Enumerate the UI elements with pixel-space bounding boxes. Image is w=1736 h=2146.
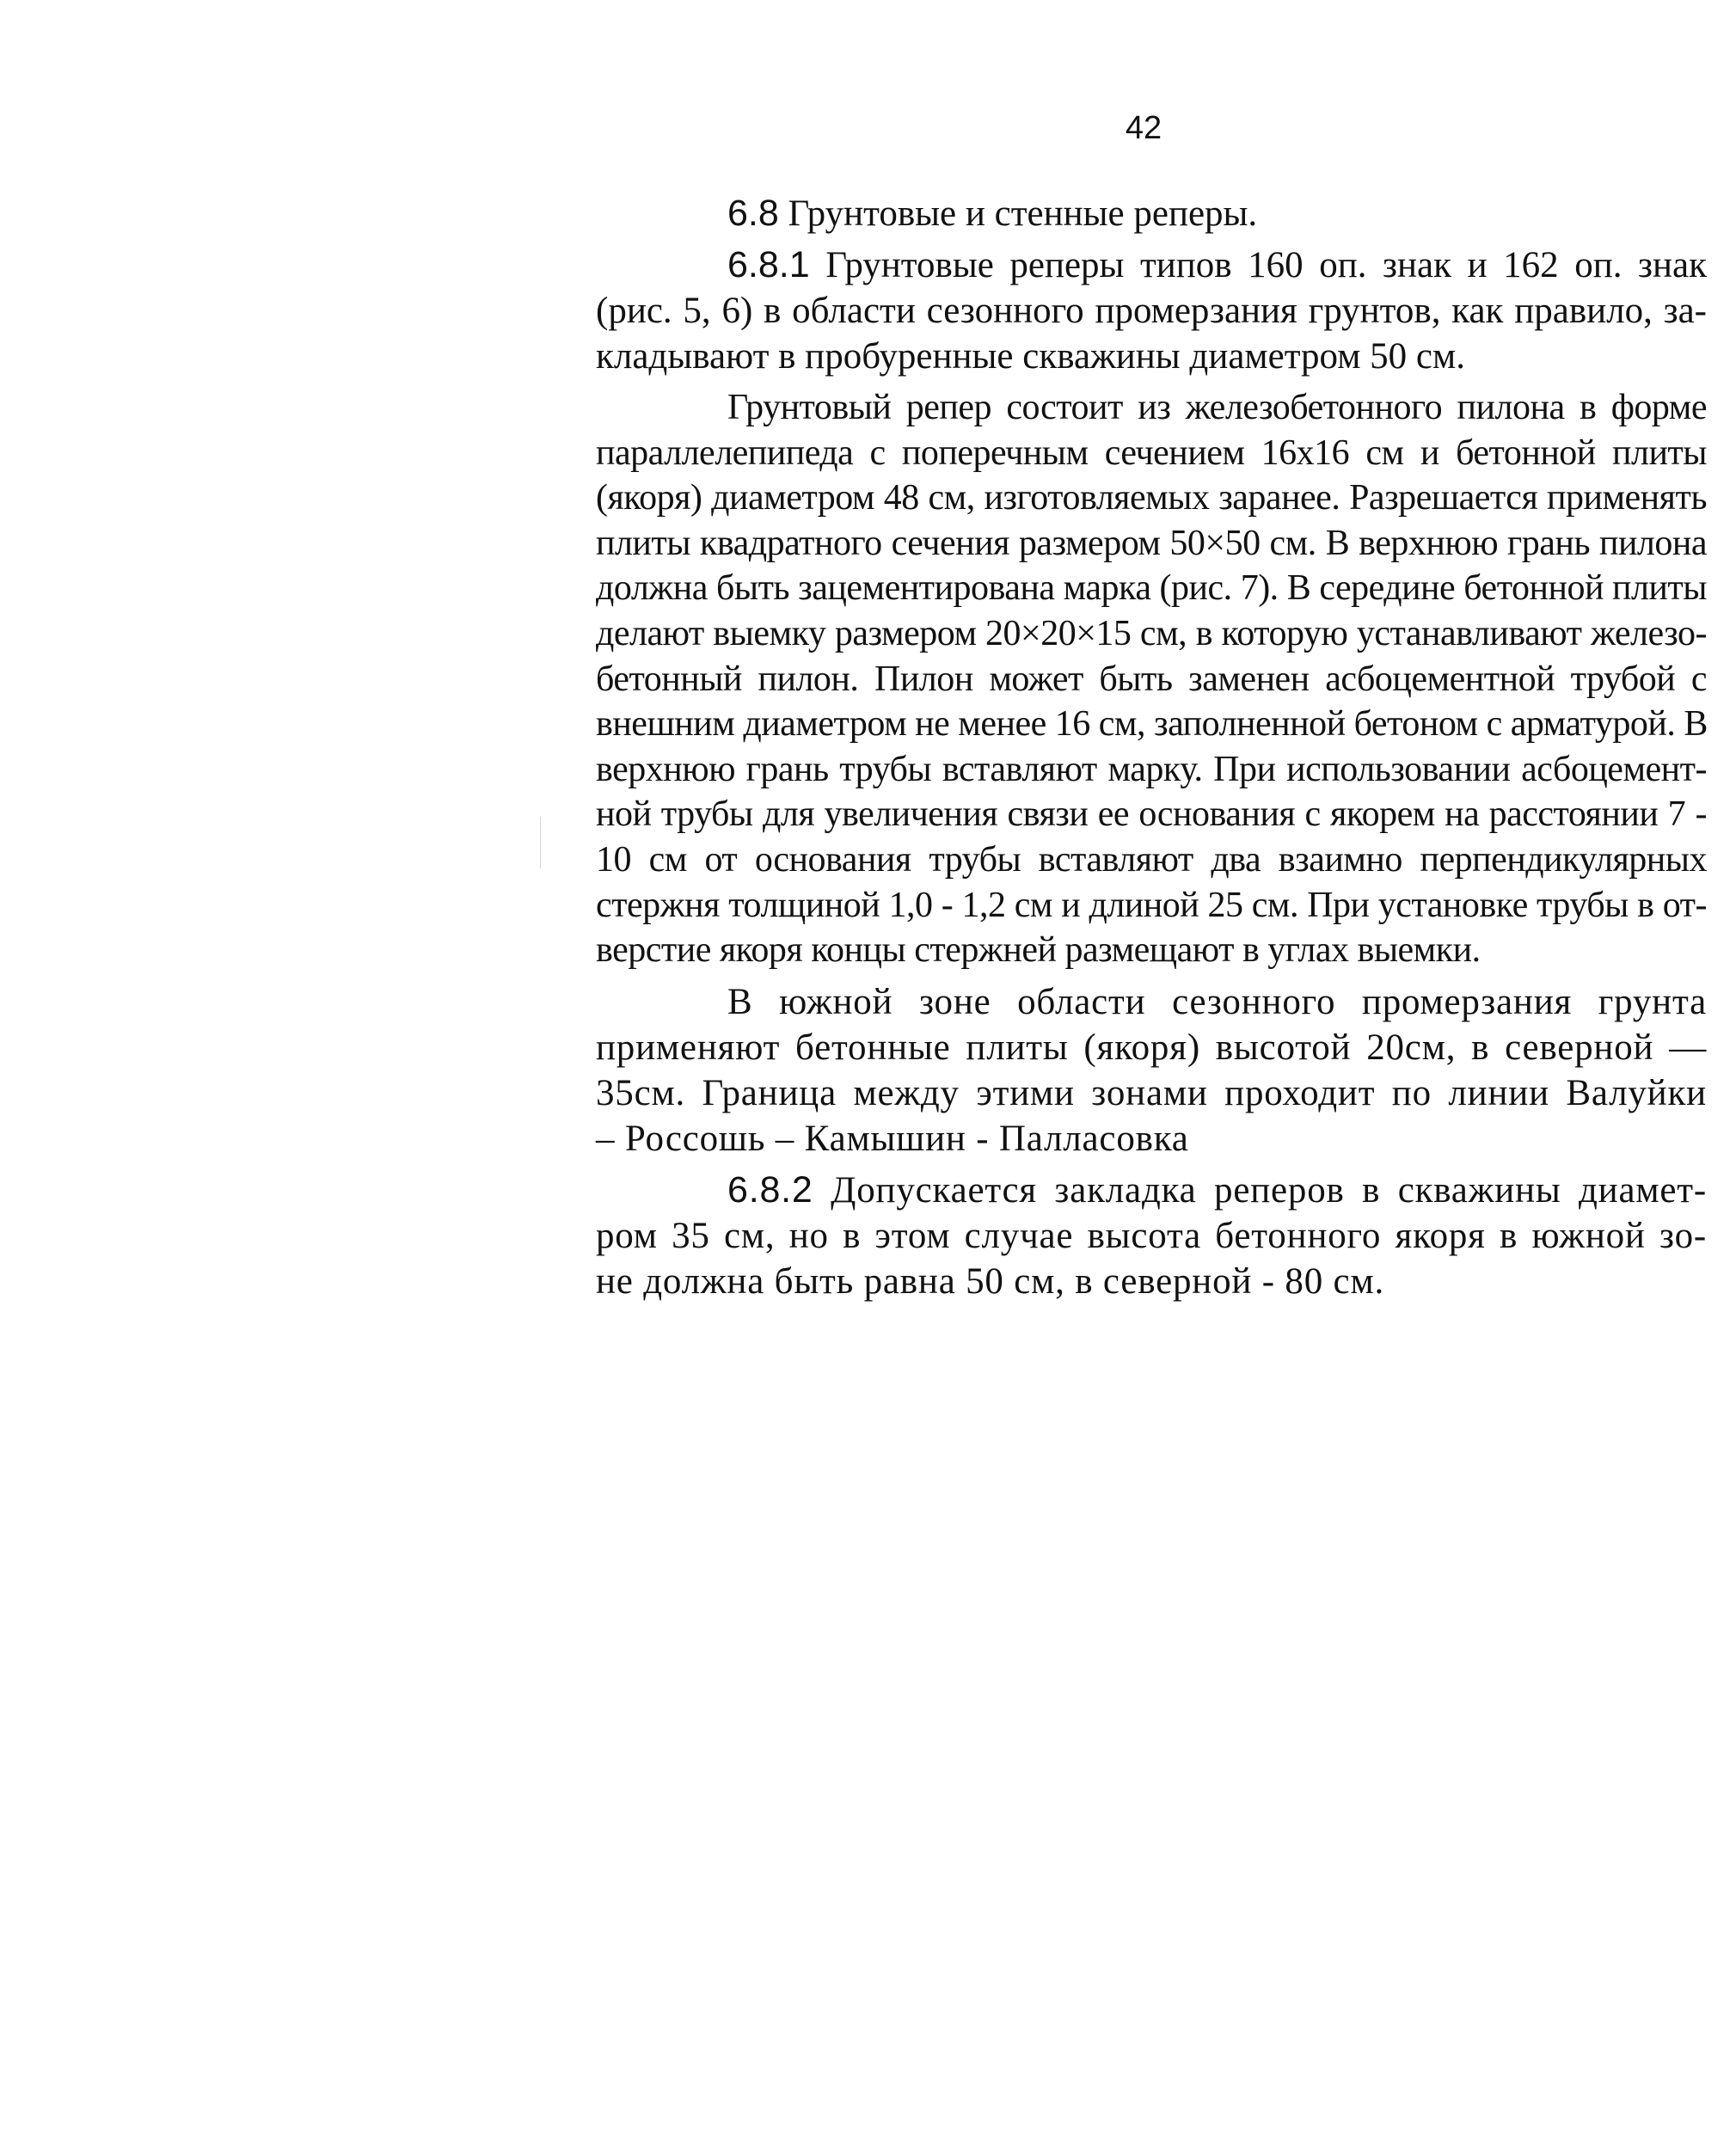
- page-number: 42: [1125, 110, 1162, 146]
- paragraph-6-8-1: [596, 242, 1707, 379]
- text-line: 10 см от основания трубы вставляют два взаимно перпендикулярных: [596, 839, 1707, 880]
- text-line: 35см. Граница между этими зонами проходит по линии Валуйки: [596, 1072, 1707, 1113]
- text-line: бетонный пилон. Пилон может быть заменен асбоцементной трубой с: [596, 659, 1707, 699]
- text-line: Грунтовый репер состоит из железобетонного пилона в форме: [727, 388, 1707, 427]
- text-line: делают выемку размером 20×20×15 см, в которую устанавливают железо-: [596, 613, 1707, 653]
- text-line: должна быть зацементирована марка (рис. 7). В середине бетонной плиты: [596, 568, 1707, 609]
- text-line: внешним диаметром не менее 16 см, заполненной бетоном с арматурой. В: [596, 704, 1708, 745]
- paragraph-6-8-2: [596, 1168, 1707, 1304]
- text-line: не должна быть равна 50 см, в северной - 80 см.: [596, 1260, 1384, 1302]
- section-number: 6.8.2: [727, 1168, 813, 1211]
- text-line: параллелепипеда с поперечным сечением 16х16 см и бетонной плиты: [596, 432, 1707, 473]
- text-line: верстие якоря концы стержней размещают в углах выемки.: [596, 930, 1481, 971]
- paragraph-zones: [596, 979, 1707, 1162]
- text-line: ной трубы для увеличения связи ее основания с якорем на расстоянии 7 -: [596, 794, 1707, 835]
- text-line: [596, 191, 1707, 236]
- text-line: [596, 242, 1707, 288]
- text-line: плиты квадратного сечения размером 50×50 см. В верхнюю грань пилона: [596, 523, 1707, 563]
- text-line: (якоря) диаметром 48 см, изготовляемых заранее. Разрешается применять: [596, 478, 1707, 518]
- text-line: [596, 1168, 1707, 1213]
- text-line: – Россошь – Камышин - Палласовка: [596, 1118, 1189, 1159]
- paragraph-reper-structure: [596, 385, 1707, 973]
- text-line: верхнюю грань трубы вставляют марку. При использовании асбоцемент-: [596, 749, 1707, 789]
- text-line: стержня толщиной 1,0 - 1,2 см и длиной 25 см. При установке трубы в от-: [596, 885, 1707, 925]
- text-line: В южной зоне области сезонного промерзания грунта: [727, 981, 1707, 1022]
- text-line: ром 35 см, но в этом случае высота бетонного якоря в южной зо-: [596, 1215, 1707, 1256]
- text-line: кладывают в пробуренные скважины диаметром 50 см.: [596, 336, 1465, 377]
- scan-mark: [540, 817, 541, 868]
- text-line: (рис. 5, 6) в области сезонного промерзания грунтов, как правило, за-: [596, 291, 1707, 331]
- section-number: 6.8.1: [727, 244, 810, 285]
- line-text: Допускается закладка реперов в скважины диамет-: [813, 1169, 1707, 1211]
- document-body: [596, 191, 1707, 1304]
- section-heading-6-8: [596, 191, 1707, 236]
- text-line: применяют бетонные плиты (якоря) высотой 20см, в северной —: [596, 1027, 1707, 1068]
- line-text: Грунтовые и стенные реперы.: [778, 193, 1258, 234]
- section-number: 6.8: [727, 193, 779, 234]
- line-text: Грунтовые реперы типов 160 оп. знак и 162 оп. знак: [809, 245, 1707, 285]
